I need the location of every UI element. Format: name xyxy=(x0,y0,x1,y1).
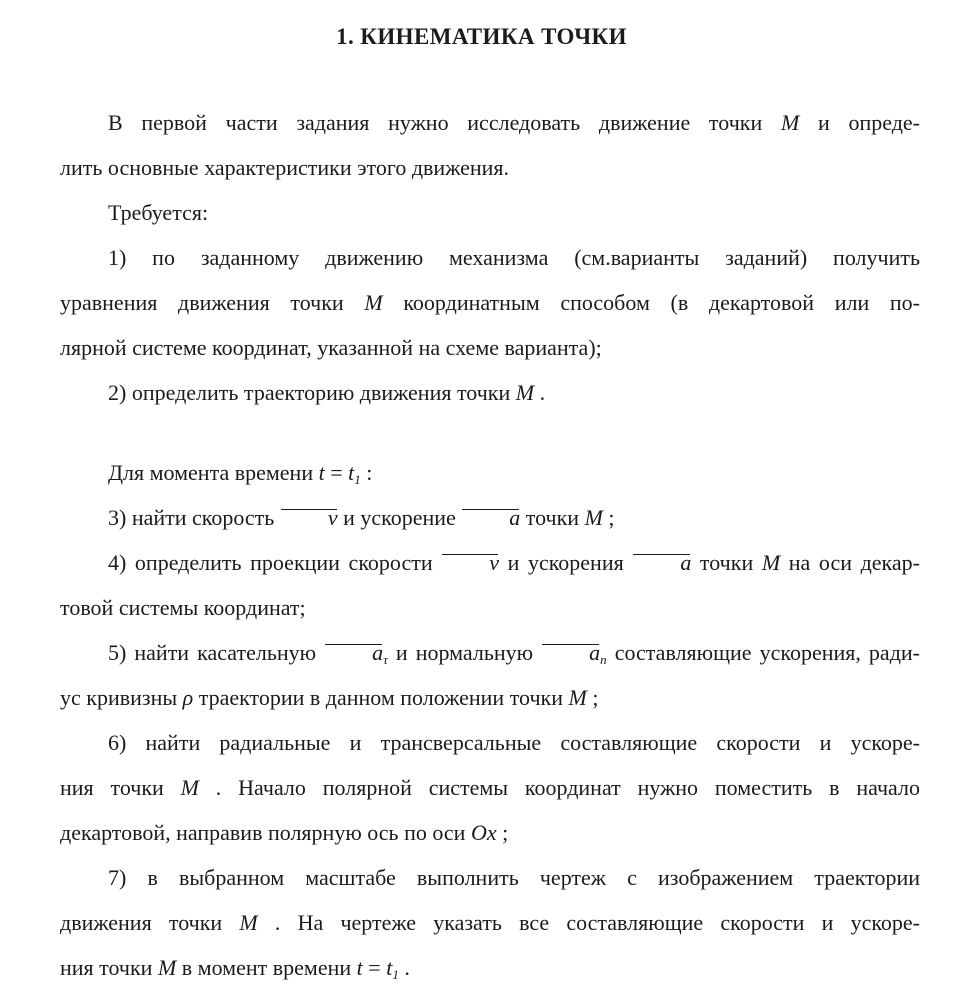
text-run: и опреде- xyxy=(799,110,920,135)
text-run: 7) в выбранном масштабе выполнить чертеж с изображением траектории xyxy=(108,865,920,890)
text-line xyxy=(60,495,920,540)
text-run: . xyxy=(534,380,546,405)
text-run: в момент времени xyxy=(176,955,357,980)
text-line xyxy=(60,675,920,720)
paragraph-item-7 xyxy=(60,855,920,990)
math-symbol: M xyxy=(157,955,177,980)
vector-bar-symbol: v xyxy=(441,552,499,574)
text-run: декартовой, направив полярную ось по оси xyxy=(60,820,471,845)
math-symbol: t xyxy=(356,955,363,980)
text-run: ; xyxy=(602,505,615,530)
math-symbol: M xyxy=(515,380,535,405)
text-run: . На чертеже указать все составляющие скорости и ускоре- xyxy=(257,910,920,935)
math-symbol: M xyxy=(584,505,603,530)
math-symbol: M xyxy=(239,910,258,935)
math-symbol: t xyxy=(386,955,393,980)
text-run: = xyxy=(362,955,387,980)
text-run: 5) найти касательную xyxy=(108,640,325,665)
text-run: ; xyxy=(586,685,599,710)
math-symbol: M xyxy=(568,685,587,710)
paragraph-item-3 xyxy=(60,495,920,540)
text-run: В первой части задания нужно исследовать движение точки xyxy=(108,110,781,135)
vector-bar-symbol: a xyxy=(461,507,520,529)
text-line xyxy=(60,100,920,145)
vector-bar-symbol: v xyxy=(280,507,338,529)
text-run: уравнения движения точки xyxy=(60,290,365,315)
text-line xyxy=(60,585,920,630)
text-line xyxy=(60,370,920,415)
text-run: 4) определить проекции скорости xyxy=(108,550,442,575)
text-line xyxy=(60,810,920,855)
subscript: n xyxy=(600,652,607,667)
text-run: и ускорение xyxy=(337,505,462,530)
text-run: траектории в данном положении точки xyxy=(193,685,569,710)
paragraph-item-6 xyxy=(60,720,920,855)
text-run: = xyxy=(324,460,349,485)
subscript: 1 xyxy=(354,472,361,487)
subscript: τ xyxy=(383,652,388,667)
text-line xyxy=(60,145,920,190)
text-run: ус кривизны xyxy=(60,685,183,710)
paragraph-requirements-heading xyxy=(60,190,920,235)
text-line xyxy=(60,765,920,810)
text-run: точки xyxy=(691,550,762,575)
paragraph-item-4 xyxy=(60,540,920,630)
text-line xyxy=(60,235,920,280)
text-run: 1) по заданному движению механизма (см.варианты заданий) получить xyxy=(108,245,920,270)
math-symbol: t xyxy=(348,460,355,485)
text-run: и нормальную xyxy=(387,640,542,665)
math-symbol: Ox xyxy=(470,820,497,845)
paragraph-time-moment xyxy=(60,450,920,495)
text-run: 2) определить траекторию движения точки xyxy=(108,380,516,405)
text-line xyxy=(60,325,920,370)
text-run: Требуется: xyxy=(108,200,209,225)
text-line xyxy=(60,855,920,900)
text-line xyxy=(60,945,920,990)
paragraph-item-2 xyxy=(60,370,920,415)
text-line xyxy=(60,630,920,675)
text-run: 6) найти радиальные и трансверсальные составляющие скорости и ускоре- xyxy=(108,730,920,755)
text-run: ния точки xyxy=(60,955,158,980)
text-line xyxy=(60,280,920,325)
document-title: 1. КИНЕМАТИКА ТОЧКИ xyxy=(336,24,627,49)
math-symbol: M xyxy=(180,775,199,800)
text-run: на оси декар- xyxy=(780,550,920,575)
text-run: Для момента времени xyxy=(108,460,319,485)
text-run: движения точки xyxy=(60,910,240,935)
vector-bar-symbol: a xyxy=(541,642,600,664)
document-body xyxy=(60,100,920,990)
text-run: составляющие ускорения, ради- xyxy=(606,640,920,665)
text-line xyxy=(60,720,920,765)
math-symbol: M xyxy=(780,110,800,135)
text-run: лить основные характеристики этого движения. xyxy=(60,155,510,180)
text-run: товой системы координат; xyxy=(60,595,306,620)
text-line xyxy=(60,900,920,945)
text-run: . xyxy=(398,955,410,980)
text-run: и ускорения xyxy=(498,550,633,575)
subscript: 1 xyxy=(392,967,399,982)
text-line xyxy=(60,450,920,495)
math-symbol: ρ xyxy=(182,685,194,710)
text-run: 3) найти скорость xyxy=(108,505,280,530)
math-symbol: M xyxy=(761,550,781,575)
paragraph-item-1 xyxy=(60,235,920,370)
paragraph-intro xyxy=(60,100,920,190)
text-run: ния точки xyxy=(60,775,181,800)
vector-bar-symbol: a xyxy=(324,642,383,664)
text-run: точки xyxy=(520,505,585,530)
text-run: . Начало полярной системы координат нужно поместить в начало xyxy=(198,775,920,800)
text-line xyxy=(60,540,920,585)
text-run: лярной системе координат, указанной на схеме варианта); xyxy=(60,335,602,360)
text-run: координатным способом (в декартовой или по- xyxy=(382,290,920,315)
math-symbol: M xyxy=(364,290,383,315)
text-line xyxy=(60,190,920,235)
text-run: : xyxy=(360,460,373,485)
vector-bar-symbol: a xyxy=(632,552,691,574)
paragraph-item-5 xyxy=(60,630,920,720)
text-run: ; xyxy=(496,820,509,845)
math-symbol: t xyxy=(318,460,325,485)
